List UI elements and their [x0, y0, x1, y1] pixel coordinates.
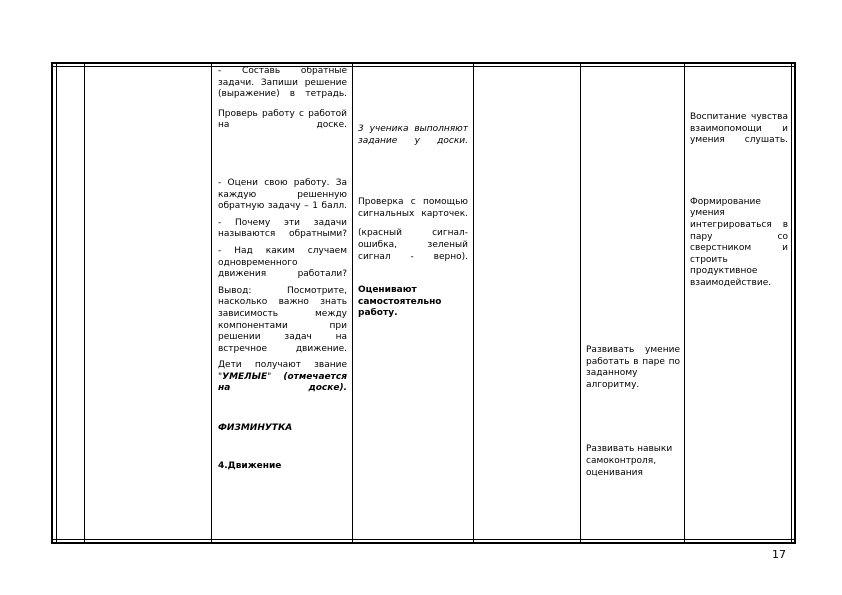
teacher-activity-cell — [218, 66, 347, 480]
upbringing-text: Формирование умения интегрироваться в пару со сверстником и строить продуктивное взаимодействие. — [690, 196, 788, 288]
student-activity-cell — [358, 124, 468, 328]
column-divider — [56, 64, 57, 542]
column-divider — [84, 64, 85, 542]
column-divider — [211, 64, 212, 542]
self-assess-text: Оценивают самостоятельно работу. — [358, 285, 442, 319]
signal-text: (красный сигнал- ошибка, зеленый сигнал - верно). — [358, 228, 468, 262]
instruction-text: - Составь обратные задачи. Запиши решение (выражение) в тетрадь. — [218, 66, 347, 100]
question-text: - Над каким случаем одновременного движения работали? — [218, 245, 347, 280]
page-number: 17 — [772, 548, 786, 561]
column-divider — [684, 64, 685, 542]
award-prefix: Дети получают звание " — [218, 360, 347, 382]
check-text: Проверка с помощью сигнальных карточек. — [358, 197, 468, 219]
column-divider — [352, 64, 353, 542]
row-divider — [53, 539, 794, 540]
upbringing-text: Воспитание чувства взаимопомощи и умения слушать. — [690, 112, 788, 146]
award-title: УМЕЛЫЕ — [222, 371, 268, 382]
award-text — [218, 360, 347, 395]
column-divider — [473, 64, 474, 542]
award-suffix: " — [267, 371, 272, 382]
award-note: (отмечается на доске). — [218, 371, 347, 394]
conclusion-text: Вывод: Посмотрите, насколько важно знать зависимость между компонентами при решении задач на встречное движение. — [218, 285, 347, 354]
column-divider — [791, 64, 792, 542]
goals-cell — [586, 345, 680, 487]
instruction-text: Проверь работу с работой на доске. — [218, 108, 347, 131]
lesson-table — [51, 62, 796, 544]
upbringing-cell — [690, 112, 788, 298]
instruction-text: - Оцени свою работу. За каждую решенную обратную задачу – 1 балл. — [218, 177, 347, 212]
section-heading: 4.Движение — [218, 460, 282, 471]
goal-text: Развивать навыки самоконтроля, оценивания — [586, 444, 673, 478]
goal-text: Развивать умение работать в паре по заданному алгоритму. — [586, 345, 680, 390]
column-divider — [580, 64, 581, 542]
student-task-text: 3 ученика выполняют задание у доски. — [358, 124, 468, 146]
fizminutka-heading: ФИЗМИНУТКА — [218, 423, 293, 434]
question-text: - Почему эти задачи называются обратными? — [218, 217, 347, 240]
row-divider — [53, 66, 794, 67]
